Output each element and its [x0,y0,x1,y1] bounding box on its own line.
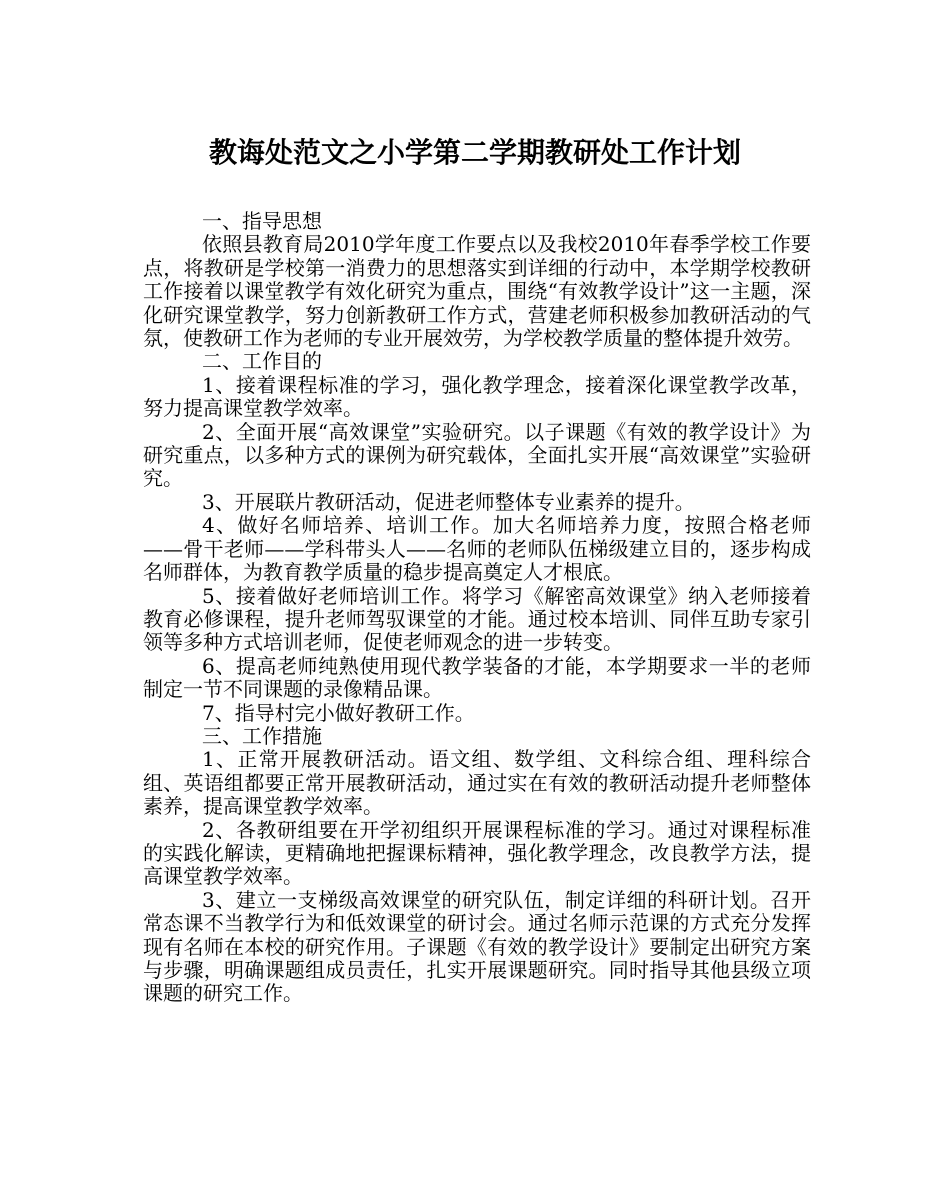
section-heading-work-measures: 三、工作措施 [202,723,322,748]
goal-item-7: 7、指导村完小做好教研工作。 [202,700,475,725]
measure-item-3: 3、建立一支梯级高效课堂的研究队伍，制定详细的科研计划。召开常态课不当教学行为和低效课堂的研讨会。通过名师示范课的方式充分发挥现有名师在本校的研究作用。子课题《有效的教学设计》要制定出研究方案与步骤，明确课题组成员责任，扎实开展课题研究。同时指导其他县级立项课题的研究工作。 [143,887,811,1006]
goal-item-5: 5、接着做好老师培训工作。将学习《解密高效课堂》纳入老师接着教育必修课程，提升老师驾驭课堂的才能。通过校本培训、同伴互助专家引领等多种方式培训老师，促使老师观念的进一步转变。 [143,583,811,655]
goal-item-1: 1、接着课程标准的学习，强化教学理念，接着深化课堂教学改革，努力提高课堂教学效率。 [143,372,811,421]
document-title: 教诲处范文之小学第二学期教研处工作计划 [208,136,741,169]
paragraph-guiding-thought: 依照县教育局2010学年度工作要点以及我校2010年春季学校工作要点，将教研是学校第一消费力的思想落实到详细的行动中，本学期学校教研工作接着以课堂教学有效化研究为重点，围绕“有效教学设计”这一主题，深化研究课堂教学，努力创新教研工作方式，营建老师积极参加教研活动的气氛，使教研工作为老师的专业开展效劳，为学校教学质量的整体提升效劳。 [143,232,811,351]
document-body [143,210,811,1006]
goal-item-4: 4、做好名师培养、培训工作。加大名师培养力度，按照合格老师——骨干老师——学科带头人——名师的老师队伍梯级建立目的，逐步构成名师群体，为教育教学质量的稳步提高奠定人才根底。 [143,513,811,585]
section-heading-work-goals: 二、工作目的 [202,349,322,374]
measure-item-1: 1、正常开展教研活动。语文组、数学组、文科综合组、理科综合组、英语组都要正常开展教研活动，通过实在有效的教研活动提升老师整体素养，提高课堂教学效率。 [143,747,811,819]
goal-item-6: 6、提高老师纯熟使用现代教学装备的才能，本学期要求一半的老师制定一节不同课题的录像精品课。 [143,653,811,702]
goal-item-2: 2、全面开展“高效课堂”实验研究。以子课题《有效的教学设计》为研究重点，以多种方式的课例为研究载体，全面扎实开展“高效课堂”实验研究。 [143,419,811,491]
section-heading-guiding-thought: 一、指导思想 [202,209,322,233]
measure-item-2: 2、各教研组要在开学初组织开展课程标准的学习。通过对课程标准的实践化解读，更精确地把握课标精神，强化教学理念，改良教学方法，提高课堂教学效率。 [143,817,811,889]
goal-item-3: 3、开展联片教研活动，促进老师整体专业素养的提升。 [202,489,695,514]
